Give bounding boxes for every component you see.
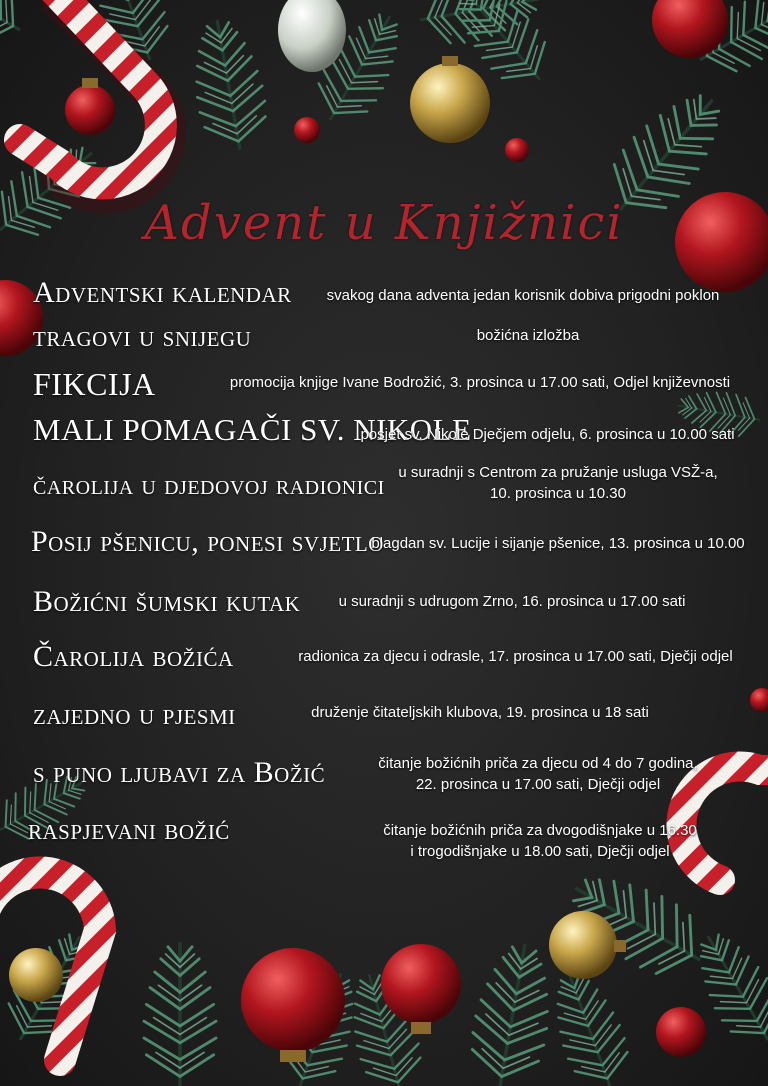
event-description: radionica za djecu i odrasle, 17. prosinca u 17.00 sati, Dječji odjel: [298, 648, 733, 665]
event-description: blagdan sv. Lucije i sijanje pšenice, 13. prosinca u 10.00: [371, 535, 745, 552]
event-description: posjet sv. Nikole Dječjem odjelu, 6. prosinca u 10.00 sati: [360, 426, 735, 443]
event-name: tragovi u snijegu: [33, 320, 252, 353]
event-description: svakog dana adventa jedan korisnik dobiva prigodni poklon: [326, 287, 720, 304]
event-description: druženje čitateljskih klubova, 19. prosinca u 18 sati: [311, 704, 649, 721]
event-name: Čarolija božića: [33, 640, 234, 673]
event-description: u suradnji s udrugom Zrno, 16. prosinca u 17.00 sati: [338, 593, 686, 610]
red-ornament: [750, 688, 768, 712]
event-name: Adventski kalendar: [33, 276, 292, 309]
red-ornament: [505, 138, 529, 162]
event-name: MALI POMAGAČI SV. NIKOLE: [33, 412, 472, 447]
event-name: Posij pšenicu, ponesi svjetlo: [31, 525, 384, 558]
event-description: čitanje božićnih priča za djecu od 4 do 7 godina, 22. prosinca u 17.00 sati, Dječji odjel: [378, 755, 698, 793]
event-description: božićna izložba: [476, 327, 580, 344]
event-name: Božićni šumski kutak: [33, 585, 301, 618]
event-description: čitanje božićnih priča za dvogodišnjake u 16.30 i trogodišnjake u 18.00 sati, Dječji odjel: [383, 822, 697, 860]
event-description: u suradnji s Centrom za pružanje usluga VSŽ-a, 10. prosinca u 10.30: [398, 464, 718, 502]
gold-ornament: [549, 911, 626, 979]
event-description: promocija knjige Ivane Bodrožić, 3. prosinca u 17.00 sati, Odjel književnosti: [229, 374, 731, 391]
event-name: FIKCIJA: [33, 366, 156, 402]
event-name: s puno ljubavi za Božić: [33, 756, 326, 789]
red-ornament: [294, 117, 320, 143]
gold-ornament: [410, 56, 490, 143]
event-name: raspjevani božić: [28, 813, 230, 846]
red-ornament: [65, 78, 115, 135]
event-name: čarolija u djedovoj radionici: [33, 469, 385, 501]
event-name: zajedno u pjesmi: [33, 698, 236, 731]
poster-title: Advent u Knjižnici: [144, 195, 624, 251]
red-ornament: [656, 1007, 706, 1057]
gold-ornament: [9, 948, 63, 1002]
red-ornament: [241, 948, 345, 1062]
silver-ornament: [278, 0, 346, 72]
red-ornament: [381, 944, 461, 1034]
